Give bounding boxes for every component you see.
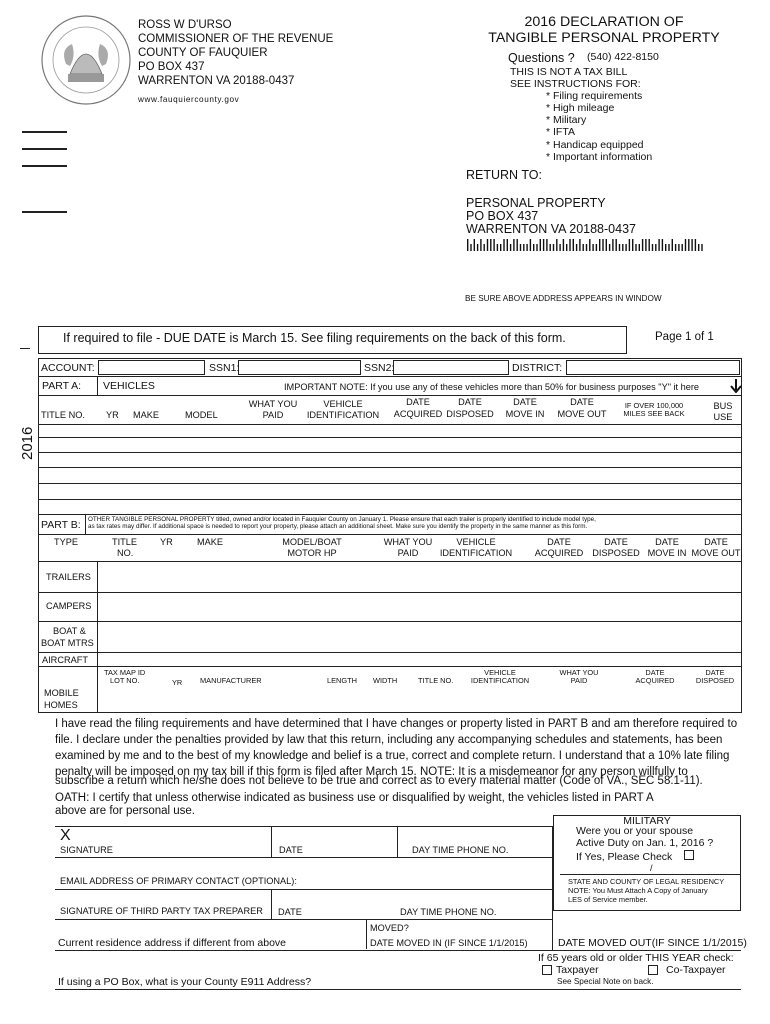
vehicle-entry-row[interactable] [39, 484, 741, 499]
e911-address-field[interactable] [56, 955, 536, 988]
mh-col-vehicle: VEHICLE [484, 668, 516, 677]
instruction-item: * IFTA [546, 126, 575, 138]
col-model-boat: MODEL/BOAT [282, 537, 342, 547]
col-what-you: WHAT YOU [383, 537, 433, 547]
legal-residency-field[interactable] [560, 864, 740, 874]
declaration-line: file. I declare under the penalties provided by law that this return, including any accompanying schedules and statements, has been [55, 734, 723, 746]
taxpayer-checkbox[interactable] [542, 965, 552, 975]
email-label: EMAIL ADDRESS OF PRIMARY CONTACT (OPTIONAL): [60, 876, 297, 886]
instruction-item: * Important information [546, 151, 653, 163]
moved-label: MOVED? [370, 923, 409, 933]
senior-line: If 65 years old or older THIS YEAR check: [538, 952, 734, 964]
district-label: DISTRICT: [512, 362, 563, 374]
see-instructions: SEE INSTRUCTIONS FOR: [510, 78, 641, 90]
margin-mark [22, 131, 67, 133]
boat-entry[interactable] [98, 622, 741, 652]
mh-col-yr: YR [172, 678, 183, 687]
military-checkbox[interactable] [684, 850, 694, 860]
row-homes: HOMES [44, 700, 78, 710]
cotaxpayer-label: Co-Taxpayer [666, 964, 726, 976]
part-a-title: VEHICLES [103, 380, 155, 392]
ssn1-field[interactable] [238, 360, 361, 375]
part-b-desc: OTHER TANGIBLE PERSONAL PROPERTY titled, owned and/or located in Fauquier County on January 1. Please ensure that each trailer is properly identified to include model type, [88, 516, 596, 523]
account-field[interactable] [98, 360, 205, 375]
questions-label: Questions ? [508, 51, 575, 65]
taxpayer-label: Taxpayer [556, 964, 599, 976]
return-address-line: PERSONAL PROPERTY [466, 196, 606, 210]
col-make: MAKE [197, 537, 224, 547]
part-a-note: IMPORTANT NOTE: If you use any of these vehicles more than 50% for business purposes "Y" it here [284, 382, 700, 392]
po-box-question: If using a PO Box, what is your County E911 Address? [58, 976, 312, 988]
mh-col-tax-map: TAX MAP ID [104, 668, 146, 677]
col-date-acquired: DATE [547, 537, 571, 547]
aircraft-entry[interactable] [98, 653, 741, 666]
agency-line: ROSS W D'URSO [138, 19, 232, 31]
mh-col-manufacturer: MANUFACTURER [200, 676, 262, 685]
part-a-label: PART A: [42, 380, 82, 392]
part-b-label: PART B: [41, 519, 81, 531]
return-address-line: PO BOX 437 [466, 209, 539, 223]
col-identification: IDENTIFICATION [439, 548, 513, 558]
col-yr: YR [106, 410, 119, 420]
col-acquired: ACQUIRED [534, 548, 584, 558]
mh-col-what-you: WHAT YOU [559, 668, 599, 677]
mh-col-length: LENGTH [327, 676, 357, 685]
col-date-disposed: DATE [604, 537, 628, 547]
form-title: 2016 DECLARATION OF [524, 14, 684, 30]
mh-col-acquired: ACQUIRED [635, 676, 675, 685]
military-question: If Yes, Please Check [576, 851, 673, 863]
instruction-item: * High mileage [546, 102, 615, 114]
state-county-label: STATE AND COUNTY OF LEGAL RESIDENCY [568, 877, 725, 886]
row-aircraft: AIRCRAFT [42, 655, 88, 665]
margin-mark [22, 148, 67, 150]
current-residence-label: Current residence address if different from above [58, 937, 287, 949]
col-move-out: MOVE OUT [691, 548, 741, 558]
col-vehicle: VEHICLE [456, 537, 496, 547]
instruction-item: * Military [546, 114, 587, 126]
third-party-phone-field[interactable] [398, 890, 551, 918]
agency-line: PO BOX 437 [138, 61, 205, 73]
website-link[interactable]: www.fauquiercounty.gov [138, 95, 240, 104]
date-label: DATE [279, 845, 303, 855]
email-field[interactable] [56, 858, 551, 888]
mh-col-date-acquired: DATE [645, 668, 665, 677]
col-move-out: MOVE OUT [557, 409, 607, 419]
vehicle-entry-row[interactable] [39, 500, 741, 514]
account-label: ACCOUNT: [41, 362, 95, 374]
signature-x-mark: X [60, 827, 71, 844]
col-title: TITLE [112, 537, 138, 547]
col-disposed: DISPOSED [592, 548, 640, 558]
military-note: NOTE: You Must Attach A Copy of January [568, 886, 708, 895]
vehicle-entry-row[interactable] [39, 438, 741, 452]
col-identification: IDENTIFICATION [306, 410, 380, 420]
declaration-line: subscribe a return which he/she does not believe to be true and correct as to every material matter (Code of VA., SEC 58.1-11). [55, 775, 703, 787]
residency-slash: / [650, 863, 653, 873]
mh-col-identification: IDENTIFICATION [470, 676, 530, 685]
instruction-item: * Filing requirements [546, 90, 643, 102]
part-b-desc: as tax rates may differ. If additional space is needed to report your property, please attach an additional sheet. Make sure you identify the property in the same manner as this form. [88, 523, 588, 530]
col-motor-hp: MOTOR HP [287, 548, 337, 558]
col-make: MAKE [133, 410, 160, 420]
agency-line: COMMISSIONER OF THE REVENUE [138, 33, 334, 45]
date-moved-out-label: DATE MOVED OUT(IF SINCE 1/1/2015) [558, 937, 747, 949]
oath-line: OATH: I certify that unless otherwise indicated as business use or disqualified by weight, the vehicles listed in PART A [55, 792, 654, 804]
ssn1-label: SSN1: [209, 362, 240, 374]
declaration-line: I have read the filing requirements and have determined that I have changes or property listed in PART B and am therefore required to [55, 718, 738, 730]
col-title-no: TITLE NO. [41, 410, 85, 420]
mh-col-paid: PAID [570, 676, 588, 685]
col-no: NO. [117, 548, 134, 558]
mobile-home-entry[interactable] [98, 686, 741, 712]
instruction-item: * Handicap equipped [546, 139, 644, 151]
date-moved-in-label: DATE MOVED IN (IF SINCE 1/1/2015) [370, 938, 528, 948]
col-disposed: DISPOSED [446, 409, 494, 419]
trailers-entry[interactable] [98, 562, 741, 592]
col-if-over: IF OVER 100,000 [624, 401, 684, 410]
third-party-signature-field[interactable] [56, 890, 270, 918]
mh-col-lot-no: LOT NO. [110, 676, 140, 685]
date-label: DATE [278, 907, 302, 917]
day-phone-label: DAY TIME PHONE NO. [412, 845, 509, 855]
postal-barcode [466, 238, 706, 250]
military-note: LES of Service member. [568, 895, 648, 904]
col-model: MODEL [185, 410, 218, 420]
oath-line: above are for personal use. [55, 805, 196, 817]
margin-mark [22, 211, 67, 213]
row-campers: CAMPERS [46, 601, 92, 611]
agency-line: COUNTY OF FAUQUIER [138, 47, 268, 59]
window-note: BE SURE ABOVE ADDRESS APPEARS IN WINDOW [465, 294, 662, 303]
row-mobile: MOBILE [44, 688, 79, 698]
page-label: Page 1 of 1 [655, 331, 714, 343]
ssn2-label: SSN2: [364, 362, 395, 374]
return-address-line: WARRENTON VA 20188-0437 [466, 222, 636, 236]
county-seal [40, 14, 132, 106]
declaration-line: penalty will be imposed on my tax bill if this form is filed after March 15. NOTE: It is a misdemeanor for any person willfully to [55, 766, 688, 778]
mh-col-title-no: TITLE NO. [418, 676, 454, 685]
col-date-disposed: DATE [458, 397, 482, 407]
military-question: Active Duty on Jan. 1, 2016 ? [576, 837, 714, 849]
down-arrow-icon [730, 379, 742, 393]
col-date-move-in: DATE [655, 537, 679, 547]
ssn2-field[interactable] [393, 360, 509, 375]
declaration-line: examined by me and to the best of my knowledge and belief is a true, correct and complete return. I understand that a 10% late filing [55, 750, 730, 762]
third-party-date-field[interactable] [272, 890, 396, 918]
col-miles-see-back: MILES SEE BACK [623, 409, 685, 418]
col-bus: BUS [713, 401, 733, 411]
col-paid: PAID [397, 548, 419, 558]
vehicle-entry-row[interactable] [39, 468, 741, 483]
margin-mark [20, 348, 30, 349]
signature-label: SIGNATURE [60, 845, 113, 855]
col-use: USE [713, 412, 733, 422]
campers-entry[interactable] [98, 593, 741, 621]
row-trailers: TRAILERS [46, 572, 91, 582]
agency-line: WARRENTON VA 20188-0437 [138, 75, 295, 87]
row-boat-mtrs: BOAT MTRS [41, 638, 94, 648]
current-residence-field[interactable] [56, 920, 365, 949]
col-date-move-out: DATE [570, 397, 594, 407]
mh-col-date-disposed: DATE [705, 668, 725, 677]
row-boat: BOAT & [53, 626, 86, 636]
margin-mark [22, 165, 67, 167]
year-side-label: 2016 [19, 426, 36, 460]
col-acquired: ACQUIRED [393, 409, 443, 419]
mh-col-disposed: DISPOSED [695, 676, 735, 685]
form-subtitle: TANGIBLE PERSONAL PROPERTY [488, 30, 720, 46]
questions-phone: (540) 422-8150 [587, 51, 659, 63]
col-what-you: WHAT YOU [248, 399, 298, 409]
mh-col-width: WIDTH [373, 676, 398, 685]
col-type: TYPE [54, 537, 78, 547]
col-vehicle: VEHICLE [323, 399, 363, 409]
not-tax-bill: THIS IS NOT A TAX BILL [510, 66, 628, 78]
cotaxpayer-checkbox[interactable] [648, 965, 658, 975]
third-party-label: SIGNATURE OF THIRD PARTY TAX PREPARER [60, 906, 263, 916]
col-yr: YR [160, 537, 173, 547]
col-move-in: MOVE IN [647, 548, 687, 558]
military-title: MILITARY [623, 815, 671, 827]
col-move-in: MOVE IN [505, 409, 545, 419]
col-date-acquired: DATE [406, 397, 430, 407]
col-paid: PAID [262, 410, 284, 420]
col-date-move-out: DATE [704, 537, 728, 547]
date-moved-in-field[interactable] [367, 920, 551, 949]
day-phone-label: DAY TIME PHONE NO. [400, 907, 497, 917]
vehicle-entry-row[interactable] [39, 425, 741, 437]
senior-note: See Special Note on back. [557, 977, 654, 986]
due-notice: If required to file - DUE DATE is March 15. See filing requirements on the back of this form. [63, 331, 566, 345]
district-field[interactable] [566, 360, 740, 375]
return-to-label: RETURN TO: [466, 168, 542, 182]
vehicle-entry-row[interactable] [39, 453, 741, 467]
col-date-move-in: DATE [513, 397, 537, 407]
military-question: Were you or your spouse [576, 825, 694, 837]
